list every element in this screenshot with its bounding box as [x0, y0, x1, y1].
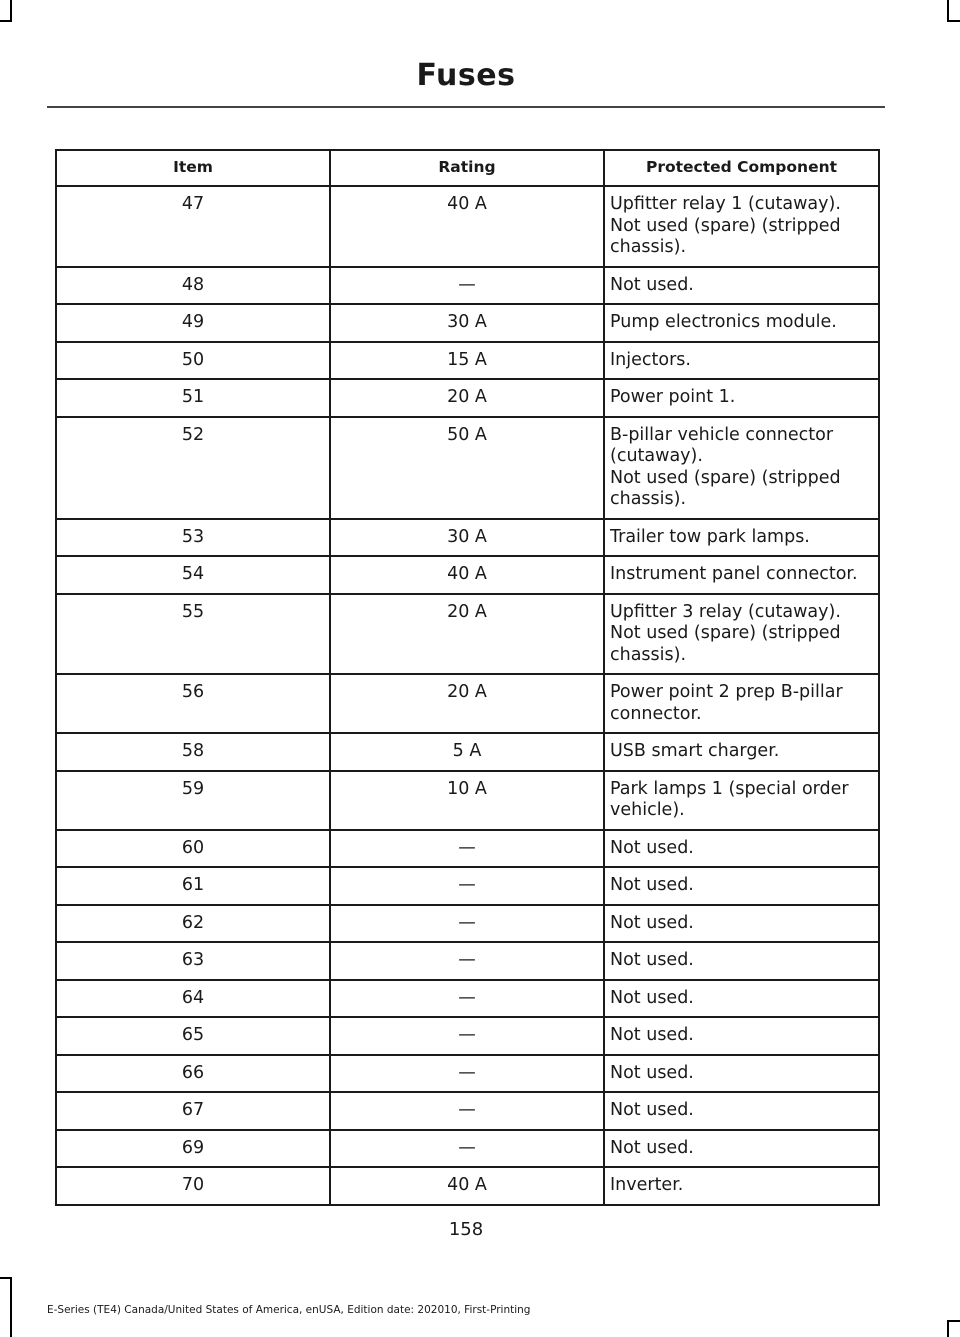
- component-text-line: chassis).: [610, 237, 687, 257]
- component-text-line: Power point 2 prep B-pillar: [610, 682, 843, 702]
- table-row: [56, 594, 879, 675]
- crop-mark-top-left-v: [10, 0, 12, 20]
- fuse-protected-component: [604, 1092, 879, 1130]
- table-row: [56, 674, 879, 733]
- fuse-rating: 20 A: [330, 379, 604, 417]
- fuse-protected-component: [604, 1130, 879, 1168]
- fuse-rating: —: [330, 1055, 604, 1093]
- fuse-rating: 20 A: [330, 594, 604, 675]
- fuse-item-number: 65: [56, 1017, 330, 1055]
- fuse-item-number: 55: [56, 594, 330, 675]
- fuse-rating: 5 A: [330, 733, 604, 771]
- table-row: [56, 186, 879, 267]
- fuse-rating: —: [330, 830, 604, 868]
- fuse-protected-component: [604, 1167, 879, 1205]
- component-text-line: Not used (spare) (stripped: [610, 623, 841, 643]
- table-header-row: [56, 150, 879, 186]
- fuse-item-number: 47: [56, 186, 330, 267]
- table-row: [56, 417, 879, 519]
- table-row: [56, 830, 879, 868]
- fuse-rating: —: [330, 1017, 604, 1055]
- fuse-item-number: 59: [56, 771, 330, 830]
- footer-edition-info: E-Series (TE4) Canada/United States of America, enUSA, Edition date: 202010, First-Printing: [47, 1304, 531, 1316]
- table-row: [56, 733, 879, 771]
- fuse-rating: 30 A: [330, 304, 604, 342]
- component-text-line: Not used.: [610, 912, 694, 933]
- fuse-protected-component: [604, 304, 879, 342]
- component-text-line: B-pillar vehicle connector: [610, 424, 834, 445]
- crop-mark-top-left-h: [0, 20, 12, 22]
- fuse-rating: 40 A: [330, 186, 604, 267]
- component-text-line: Park lamps 1 (special order: [610, 778, 849, 799]
- component-text-line: Not used.: [610, 274, 694, 295]
- component-text-line: chassis).: [610, 644, 687, 665]
- table-row: [56, 1130, 879, 1168]
- page-title: Fuses: [416, 58, 516, 93]
- fuse-protected-component: [604, 519, 879, 557]
- fuse-item-number: 50: [56, 342, 330, 380]
- fuse-rating: 50 A: [330, 417, 604, 519]
- component-text-line: Not used.: [610, 950, 694, 970]
- table-row: [56, 1017, 879, 1055]
- table-row: [56, 867, 879, 905]
- fuse-protected-component: [604, 1055, 879, 1093]
- table-row: [56, 267, 879, 305]
- fuse-rating: 40 A: [330, 1167, 604, 1205]
- column-header-protected-component: Protected Component: [604, 150, 879, 186]
- title-divider: [47, 106, 885, 108]
- fuse-protected-component: [604, 594, 879, 675]
- fuse-item-number: 64: [56, 980, 330, 1018]
- component-text-line: Not used.: [610, 1137, 694, 1158]
- fuse-protected-component: [604, 771, 879, 830]
- fuse-table-body: [56, 186, 879, 1205]
- component-text-line: Not used.: [610, 875, 694, 895]
- table-row: [56, 1167, 879, 1205]
- table-row: [56, 304, 879, 342]
- fuse-item-number: 49: [56, 304, 330, 342]
- table-row: [56, 1055, 879, 1093]
- component-text-line: Upfitter relay 1 (cutaway).: [610, 194, 841, 214]
- fuse-item-number: 51: [56, 379, 330, 417]
- fuse-item-number: 69: [56, 1130, 330, 1168]
- fuse-protected-component: [604, 980, 879, 1018]
- table-row: [56, 771, 879, 830]
- fuse-item-number: 62: [56, 905, 330, 943]
- fuse-rating: 15 A: [330, 342, 604, 380]
- crop-mark-bottom-left-h: [0, 1277, 12, 1279]
- component-text-line: Not used.: [610, 987, 694, 1008]
- component-text-line: Upfitter 3 relay (cutaway).: [610, 601, 841, 622]
- fuse-protected-component: [604, 830, 879, 868]
- fuse-item-number: 61: [56, 867, 330, 905]
- table-row: [56, 1092, 879, 1130]
- component-text-line: Not used.: [610, 837, 694, 858]
- component-text-line: Instrument panel connector.: [610, 564, 858, 584]
- fuse-item-number: 60: [56, 830, 330, 868]
- component-text-line: connector.: [610, 703, 702, 724]
- crop-mark-top-right-h: [947, 20, 960, 22]
- fuse-item-number: 53: [56, 519, 330, 557]
- fuse-protected-component: [604, 556, 879, 594]
- fuse-item-number: 56: [56, 674, 330, 733]
- fuse-protected-component: [604, 267, 879, 305]
- component-text-line: Not used.: [610, 1062, 694, 1083]
- crop-mark-bottom-right-v: [947, 1320, 949, 1337]
- fuse-rating: 10 A: [330, 771, 604, 830]
- fuse-table: [55, 149, 880, 1206]
- component-text-line: Not used (spare) (stripped: [610, 215, 841, 236]
- fuse-protected-component: [604, 342, 879, 380]
- fuse-item-number: 54: [56, 556, 330, 594]
- component-text-line: (cutaway).: [610, 446, 703, 466]
- component-text-line: Not used.: [610, 1025, 694, 1045]
- fuse-protected-component: [604, 417, 879, 519]
- fuse-item-number: 48: [56, 267, 330, 305]
- fuse-rating: —: [330, 942, 604, 980]
- component-text-line: chassis).: [610, 489, 687, 509]
- column-header-item: Item: [56, 150, 330, 186]
- component-text-line: Not used (spare) (stripped: [610, 467, 841, 488]
- table-row: [56, 379, 879, 417]
- table-row: [56, 980, 879, 1018]
- fuse-rating: —: [330, 980, 604, 1018]
- fuse-protected-component: [604, 674, 879, 733]
- component-text-line: Trailer tow park lamps.: [610, 526, 810, 547]
- component-text-line: Pump electronics module.: [610, 312, 837, 332]
- fuse-item-number: 63: [56, 942, 330, 980]
- fuse-protected-component: [604, 905, 879, 943]
- fuse-rating: —: [330, 267, 604, 305]
- fuse-item-number: 58: [56, 733, 330, 771]
- fuse-item-number: 66: [56, 1055, 330, 1093]
- component-text-line: Inverter.: [610, 1175, 684, 1195]
- table-row: [56, 519, 879, 557]
- fuse-rating: 30 A: [330, 519, 604, 557]
- fuse-protected-component: [604, 1017, 879, 1055]
- table-row: [56, 342, 879, 380]
- fuse-rating: 40 A: [330, 556, 604, 594]
- fuse-item-number: 52: [56, 417, 330, 519]
- fuse-item-number: 70: [56, 1167, 330, 1205]
- fuse-protected-component: [604, 867, 879, 905]
- column-header-rating: Rating: [330, 150, 604, 186]
- fuse-protected-component: [604, 186, 879, 267]
- fuse-rating: 20 A: [330, 674, 604, 733]
- fuse-item-number: 67: [56, 1092, 330, 1130]
- fuse-rating: —: [330, 1092, 604, 1130]
- page-number: 158: [448, 1219, 484, 1240]
- fuse-rating: —: [330, 905, 604, 943]
- crop-mark-bottom-left-v: [10, 1277, 12, 1337]
- table-row: [56, 905, 879, 943]
- component-text-line: USB smart charger.: [610, 741, 780, 761]
- fuse-protected-component: [604, 942, 879, 980]
- crop-mark-bottom-right-h: [947, 1320, 960, 1322]
- component-text-line: Not used.: [610, 1100, 694, 1120]
- component-text-line: vehicle).: [610, 800, 685, 820]
- component-text-line: Power point 1.: [610, 387, 736, 407]
- table-row: [56, 556, 879, 594]
- crop-mark-top-right-v: [947, 0, 949, 20]
- fuse-rating: —: [330, 1130, 604, 1168]
- fuse-protected-component: [604, 733, 879, 771]
- table-row: [56, 942, 879, 980]
- fuse-protected-component: [604, 379, 879, 417]
- component-text-line: Injectors.: [610, 349, 691, 370]
- fuse-rating: —: [330, 867, 604, 905]
